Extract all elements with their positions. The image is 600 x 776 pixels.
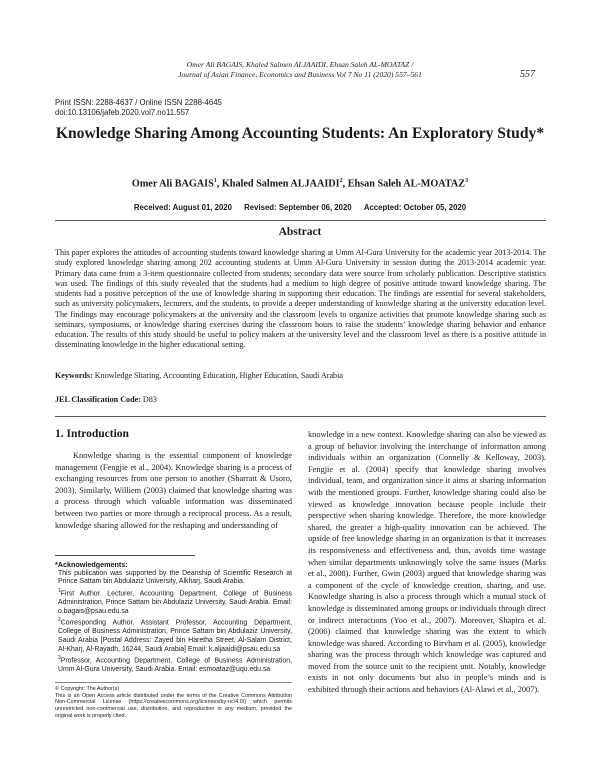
author-1-affiliation-mark: 1	[213, 178, 217, 184]
issn-line: Print ISSN: 2288-4637 / Online ISSN 2288-4645	[55, 98, 222, 107]
copyright-line: © Copyright: The Author(s)	[55, 686, 120, 692]
author-1: Omer Ali BAGAIS	[131, 178, 214, 190]
jel-code	[55, 395, 546, 404]
introduction-right-column: knowledge in a new context. Knowledge sharing can also be viewed as a group of behavior involving the interchange of information among individuals within an organization (Connelly & Kelloway, 2003). Fengjie et al. (2004) specify that knowledge sharing involves individual, team, and organization since it aims at sharing information with the mentioned groups. Further, knowledge sharing could also be viewed as knowledge innovation because people include their perspective when sharing knowledge. Therefore, the more knowledge shared, the greater a high-quality innovation can be achieved. The upside of free knowledge sharing in an organization is that it increases its responsiveness and effectiveness and, thus, avoids time wastage when similar departments unknowingly solve the same issues (Marks et al., 2008). Further, Gwin (2003) argued that knowledge sharing was a component of the cycle of knowledge creation, sharing, and use. Knowledge sharing is also a process through which a mutual stock of knowledge is disseminated among groups or individuals through direct or indirect interactions (Yoo et al., 2007). Moreover, Shapira et al. (2006) claimed that knowledge sharing was the extent to which knowledge was shared. According to Birvham et al. (2005), knowledge sharing was the process through which knowledge was captured and moved from the source unit to the recipient unit. Notably, knowledge exists in not only documents but also in people’s minds and is exhibited through their actions and behaviors (Al-Alawi et al., 2007).	[308, 430, 546, 695]
issn-block	[55, 98, 222, 118]
license-text: This is an Open Access article distributed under the terms of the Creative Commons Attribution Non-Commercial License (https://creativecommons.org/licenses/by-nc/4.0/) which permits unrestricted non-commercial use, distribution, and reproduction in any medium, provided the original work is properly cited.	[55, 692, 292, 719]
footnote-2: $^2$Corresponding Author. Assistant Professor, Accounting Department, College of Business Administration, Prince Sattam bin Abdulaziz University, Saudi Arabia [Postal Address: Zayed bin Haretha Street, Al-Salam District, Al-Kharj, Al-Rayadh, 16244, Saudi Arabia] Email: k.aljaaidi@psau.edu.sa	[58, 617, 292, 653]
revised-date: Revised: September 06, 2020	[244, 203, 352, 212]
jel-value: D83	[142, 395, 157, 404]
author-line: Omer Ali BAGAIS$^1$, Khaled Salmen ALJAAIDI$^2$, Ehsan Saleh AL-MOATAZ$^3$	[131, 178, 469, 190]
abstract-bottom-rule	[55, 416, 546, 417]
author-3: Ehsan Saleh AL-MOATAZ	[347, 178, 466, 190]
running-head	[100, 60, 500, 80]
abstract-text: This paper explores the attitudes of accounting students toward knowledge sharing at Umm Al-Gura University for the academic year 2013-2014. The study explored knowledge sharing among 202 accounting students at Umm Al-Gura University in session during the 2013-2014 academic year. Primary data came from a 3-item questionnaire collected from students; secondary data were source from scholarly publication. Descriptive statistics was used. The findings of this study revealed that the students had a medium to high degree of positive attitude toward knowledge sharing. The students had a positive perception of the use of knowledge sharing in supporting their education. The findings are essential for several stakeholders, such as university policymakers, lecturers, and the students, to provide a deeper understanding of knowledge sharing at the university education level. The findings may encourage policymakers at the university and the classroom levels to organize activities that promote knowledge sharing such as seminars, symposiums, or knowledge sharing exercises during the classroom hours to raise the students’ knowledge sharing behavior and enhance education. The results of this study should be useful to policy makers at the university level and the classroom level as there is a positive attitude in disseminating knowledge in the higher educational setting.	[55, 248, 546, 350]
footnote-1: $^1$First Author. Lecturer, Accounting Department, College of Business Administration, Prince Sattam bin Abdulaziz University, Saudi Arabia. Email: o.bagais@psau.edu.sa	[58, 587, 292, 615]
submission-dates	[40, 203, 560, 212]
running-head-authors: Omer Ali BAGAIS, Khaled Salmen ALJAAIDI, Ehsan Saleh AL-MOATAZ /	[186, 60, 414, 69]
received-date: Received: August 01, 2020	[133, 203, 232, 212]
keywords	[55, 371, 546, 380]
keywords-label: Keywords:	[55, 371, 93, 380]
copyright-notice	[55, 686, 292, 720]
author-3-affiliation-mark: 3	[465, 178, 469, 184]
abstract-top-rule	[55, 220, 546, 221]
abstract-heading: Abstract	[278, 226, 322, 238]
accepted-date: Accepted: October 05, 2020	[363, 203, 467, 212]
acknowledgements-heading: *Acknowledgements:	[55, 560, 128, 569]
running-head-journal: Journal of Asian Finance, Economics and Business Vol 7 No 11 (2020) 557–561	[178, 70, 422, 79]
page-number: 557	[520, 69, 535, 80]
introduction-left-column: Knowledge sharing is the essential component of knowledge management (Fengjie et al., 2004). Knowledge sharing is a process of exchanging resources from one person to another (Sharratt & Usoro, 2003). Similarly, Williem (2003) claimed that knowledge sharing was a process through which valuable information was disseminated between two parties or more through a reciprocal process. As a result, knowledge sharing allowed for the reshaping and understanding of	[55, 451, 292, 530]
copyright-rule	[55, 682, 292, 683]
footnote-rule	[55, 555, 195, 556]
footnote-3: $^3$Professor, Accounting Department, College of Business Administration, Umm Al-Gura University, Saudi Arabia. Email: esmoataz@uqu.edu.sa	[58, 655, 292, 674]
footnotes	[55, 561, 292, 675]
doi-line: doi:10.13106/jafeb.2020.vol7.no11.557	[55, 108, 190, 117]
section-heading-introduction: 1. Introduction	[55, 428, 129, 440]
author-2-affiliation-mark: 2	[339, 178, 343, 184]
jel-label: JEL Classification Code:	[55, 395, 141, 404]
acknowledgements-text: This publication was supported by the Deanship of Scientific Research at Prince Sattam bin Abdulaziz University, Alkharj, Saudi Arabia.	[58, 569, 292, 586]
keywords-value: Knowledge Sharing, Accounting Education, Higher Education, Saudi Arabia	[94, 371, 343, 380]
paper-title: Knowledge Sharing Among Accounting Students: An Exploratory Study*	[55, 125, 545, 142]
author-2: Khaled Salmen ALJAAIDI	[221, 178, 340, 190]
